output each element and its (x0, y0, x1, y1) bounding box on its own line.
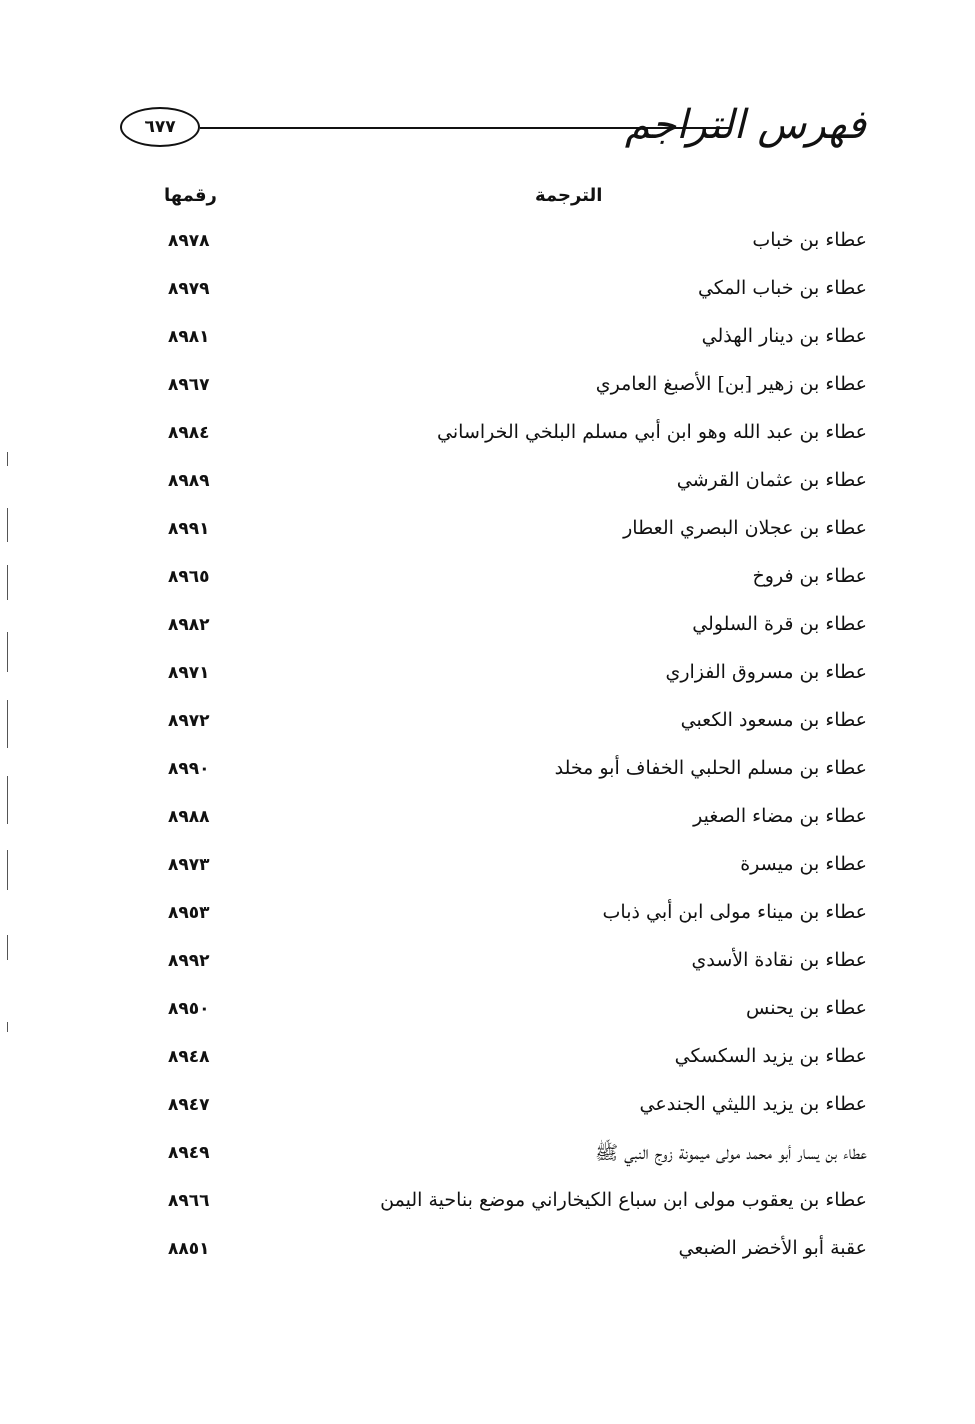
index-entry (0, 700, 975, 748)
page-header (112, 85, 872, 175)
entry-name: عطاء بن نقادة الأسدي (691, 949, 867, 971)
index-entry (0, 796, 975, 844)
index-entry (0, 412, 975, 460)
entry-number: ٨٩٧٨ (168, 231, 210, 251)
entry-number: ٨٩٨٨ (168, 807, 210, 827)
index-entry (0, 1228, 975, 1276)
index-title: فهرس التراجم (624, 102, 866, 148)
scan-margin-mark (7, 700, 8, 748)
entry-name: عطاء بن خباب المكي (697, 277, 867, 299)
scan-margin-mark (7, 935, 8, 960)
index-entry (0, 604, 975, 652)
entry-name: عطاء بن عجلان البصري العطار (623, 517, 867, 539)
entry-number: ٨٩٧٣ (168, 855, 210, 875)
entry-number: ٨٩٤٧ (168, 1095, 210, 1115)
entry-name: عطاء بن قرة السلولي (692, 613, 867, 635)
entry-name: عقبة أبو الأخضر الضبعي (678, 1237, 867, 1259)
index-entry (0, 892, 975, 940)
entry-name: عطاء بن ميناء مولى ابن أبي ذباب (602, 901, 867, 923)
index-entries (0, 220, 975, 1280)
index-entry (0, 1132, 975, 1180)
number-column-header: رقمها (164, 185, 217, 206)
index-entry (0, 316, 975, 364)
entry-name: عطاء بن زهير [بن] الأصبغ العامري (595, 373, 867, 395)
entry-name: عطاء بن فروخ (752, 565, 867, 587)
index-entry (0, 1036, 975, 1084)
index-entry (0, 364, 975, 412)
index-entry (0, 1180, 975, 1228)
entry-number: ٨٩٩١ (168, 519, 210, 539)
entry-number: ٨٩٦٧ (168, 375, 210, 395)
scan-margin-mark (7, 452, 8, 466)
scan-margin-mark (7, 1022, 8, 1032)
entry-number: ٨٩٧٩ (168, 279, 210, 299)
entry-number: ٨٩٨٩ (168, 471, 210, 491)
entry-name: عطاء بن عثمان القرشي (676, 469, 867, 491)
index-entry (0, 748, 975, 796)
entry-number: ٨٩٩٠ (168, 759, 210, 779)
scan-margin-mark (7, 850, 8, 890)
entry-name: عطاء بن يسار أبو محمد مولى ميمونة زوج النبي ﷺ (595, 1142, 867, 1164)
entry-name: عطاء بن يزيد السكسكي (674, 1045, 867, 1067)
entry-number: ٨٩٤٩ (168, 1143, 210, 1163)
entry-name: عطاء بن مسعود الكعبي (680, 709, 867, 731)
index-entry (0, 1084, 975, 1132)
entry-name: عطاء بن يعقوب مولى ابن سباع الكيخاراني موضع بناحية اليمن (380, 1189, 867, 1211)
scan-margin-mark (7, 508, 8, 542)
index-entry (0, 988, 975, 1036)
index-entry (0, 508, 975, 556)
entry-name: عطاء بن عبد الله وهو ابن أبي مسلم البلخي الخراساني (437, 421, 867, 443)
entry-name: عطاء بن يحنس (746, 997, 867, 1019)
entry-number: ٨٩٦٥ (168, 567, 210, 587)
entry-number: ٨٩٧٢ (168, 711, 210, 731)
entry-number: ٨٩٤٨ (168, 1047, 210, 1067)
entry-name: عطاء بن يزيد الليثي الجندعي (639, 1093, 867, 1115)
index-entry (0, 940, 975, 988)
index-entry (0, 268, 975, 316)
index-entry (0, 460, 975, 508)
entry-number: ٨٩٥٠ (168, 999, 210, 1019)
entry-name: عطاء بن دينار الهذلي (701, 325, 867, 347)
entry-name: عطاء بن ميسرة (740, 853, 867, 875)
name-column-header: الترجمة (535, 185, 603, 206)
entry-number: ٨٩٥٣ (168, 903, 210, 923)
entry-name: عطاء بن خباب (752, 229, 867, 251)
scan-margin-mark (7, 565, 8, 600)
entry-number: ٨٩٨٤ (168, 423, 210, 443)
index-entry (0, 844, 975, 892)
scan-margin-mark (7, 776, 8, 824)
entry-number: ٨٨٥١ (168, 1239, 210, 1259)
entry-number: ٨٩٨١ (168, 327, 210, 347)
entry-name: عطاء بن مسروق الفزاري (665, 661, 867, 683)
index-entry (0, 652, 975, 700)
entry-name: عطاء بن مضاء الصغير (693, 805, 867, 827)
scan-margin-mark (7, 632, 8, 672)
entry-number: ٨٩٦٦ (168, 1191, 210, 1211)
page-number: ٦٧٧ (120, 107, 200, 147)
entry-name: عطاء بن مسلم الحلبي الخفاف أبو مخلد (554, 757, 867, 779)
entry-number: ٨٩٩٢ (168, 951, 210, 971)
entry-number: ٨٩٨٢ (168, 615, 210, 635)
index-entry (0, 556, 975, 604)
column-headers (0, 180, 975, 216)
entry-number: ٨٩٧١ (168, 663, 210, 683)
index-entry (0, 220, 975, 268)
